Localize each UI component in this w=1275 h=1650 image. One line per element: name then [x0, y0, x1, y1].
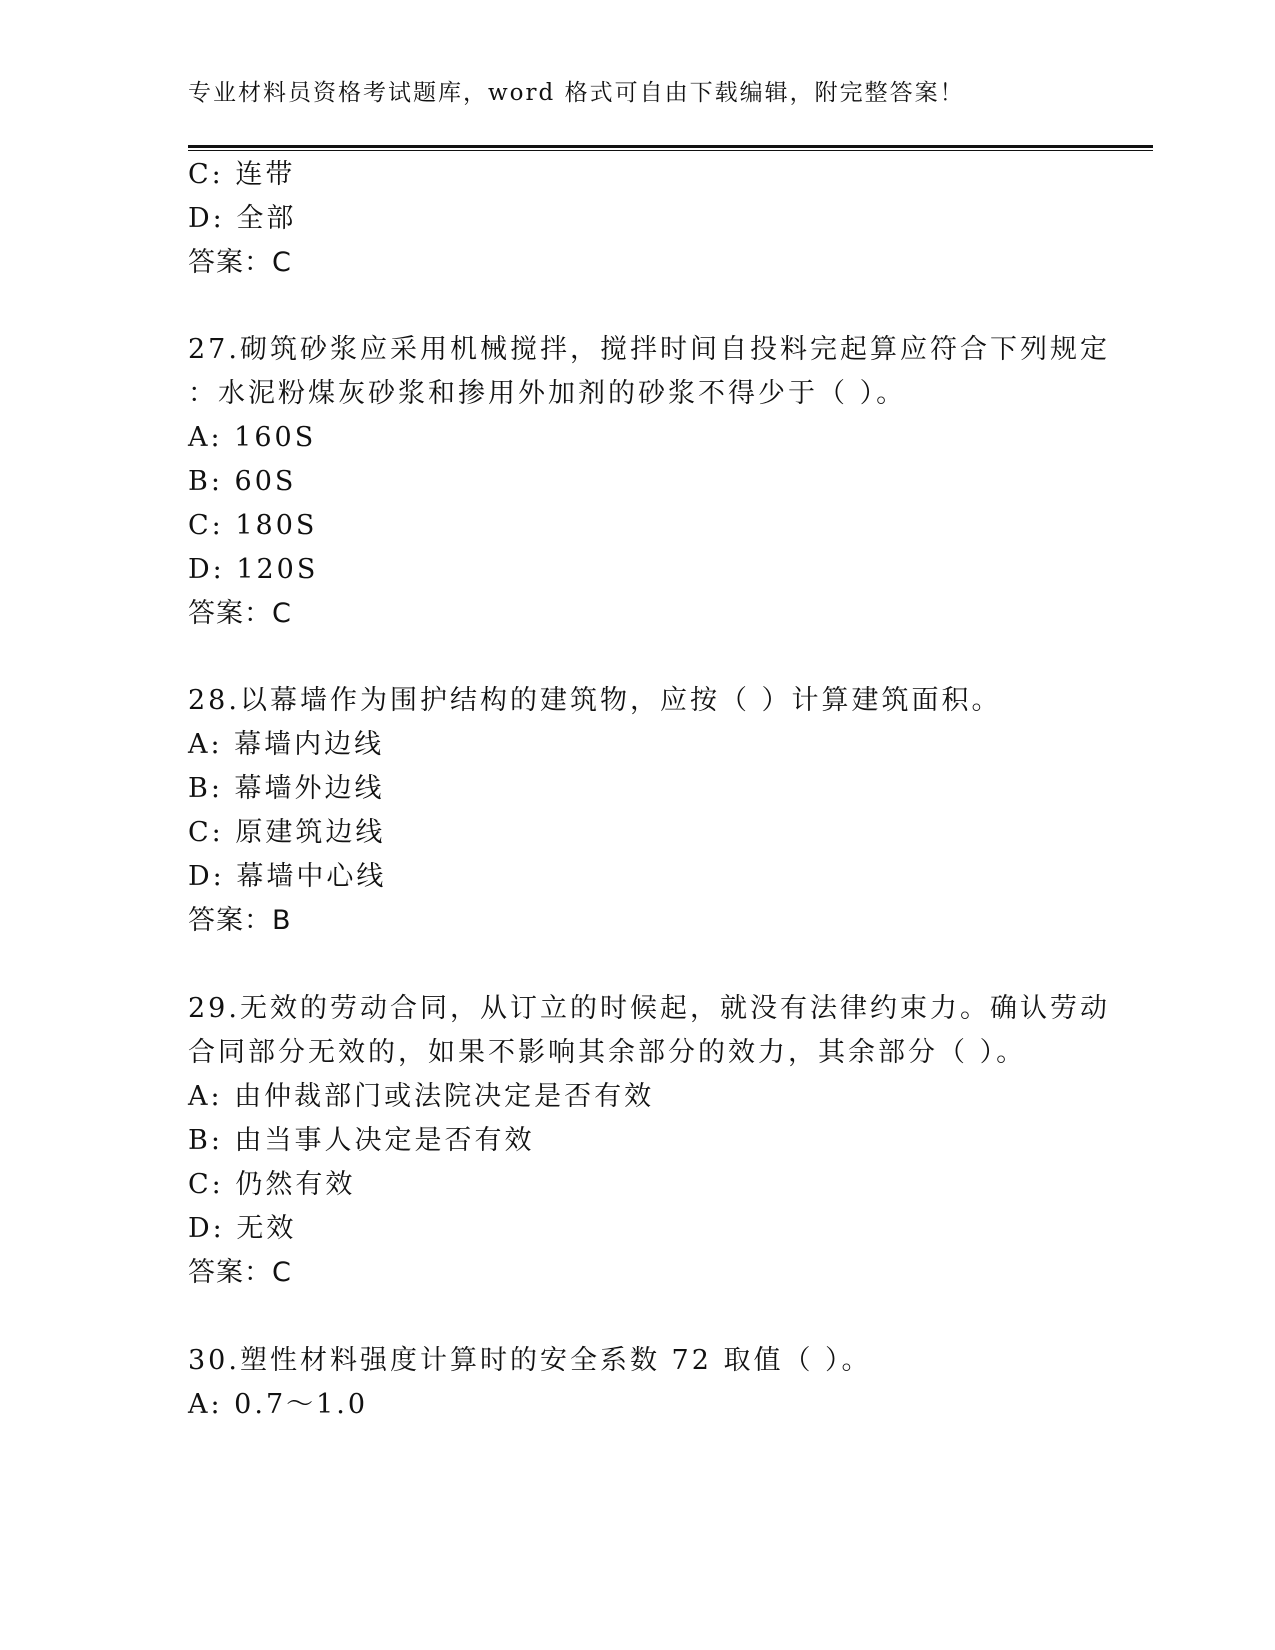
answer-line: 答案：C	[188, 598, 292, 629]
option-d: D: 120S	[188, 554, 319, 585]
header-rule-thin	[188, 150, 1153, 151]
option-c: C: 连带	[188, 159, 296, 190]
header-title: 专业材料员资格考试题库，word 格式可自由下载编辑，附完整答案！	[188, 80, 965, 106]
option-a: A: 160S	[188, 422, 317, 453]
option-d: D: 幕墙中心线	[188, 861, 387, 892]
option-d: D: 无效	[188, 1213, 297, 1244]
question-stem: 28.以幕墙作为围护结构的建筑物，应按（ ）计算建筑面积。	[188, 685, 1002, 716]
answer-line: 答案：B	[188, 905, 292, 936]
answer-line: 答案：C	[188, 247, 292, 278]
option-b: B: 60S	[188, 466, 297, 497]
option-b: B: 由当事人决定是否有效	[188, 1125, 535, 1156]
option-a: A: 幕墙内边线	[188, 729, 385, 760]
option-c: C: 原建筑边线	[188, 817, 386, 848]
option-b: B: 幕墙外边线	[188, 773, 385, 804]
option-c: C: 180S	[188, 510, 318, 541]
option-d: D: 全部	[188, 203, 297, 234]
question-stem: 合同部分无效的，如果不影响其余部分的效力，其余部分（ ）。	[188, 1037, 1027, 1068]
question-stem: ：水泥粉煤灰砂浆和掺用外加剂的砂浆不得少于（ ）。	[188, 378, 907, 409]
question-stem: 29.无效的劳动合同，从订立的时候起，就没有法律约束力。确认劳动	[188, 993, 1110, 1024]
question-stem: 27.砌筑砂浆应采用机械搅拌，搅拌时间自投料完起算应符合下列规定	[188, 334, 1110, 365]
option-a: A: 0.7～1.0	[188, 1389, 369, 1420]
option-a: A: 由仲裁部门或法院决定是否有效	[188, 1081, 655, 1112]
option-c: C: 仍然有效	[188, 1169, 356, 1200]
question-stem: 30.塑性材料强度计算时的安全系数 72 取值（ ）。	[188, 1345, 872, 1376]
answer-line: 答案：C	[188, 1257, 292, 1288]
header-rule-thick	[188, 145, 1153, 148]
